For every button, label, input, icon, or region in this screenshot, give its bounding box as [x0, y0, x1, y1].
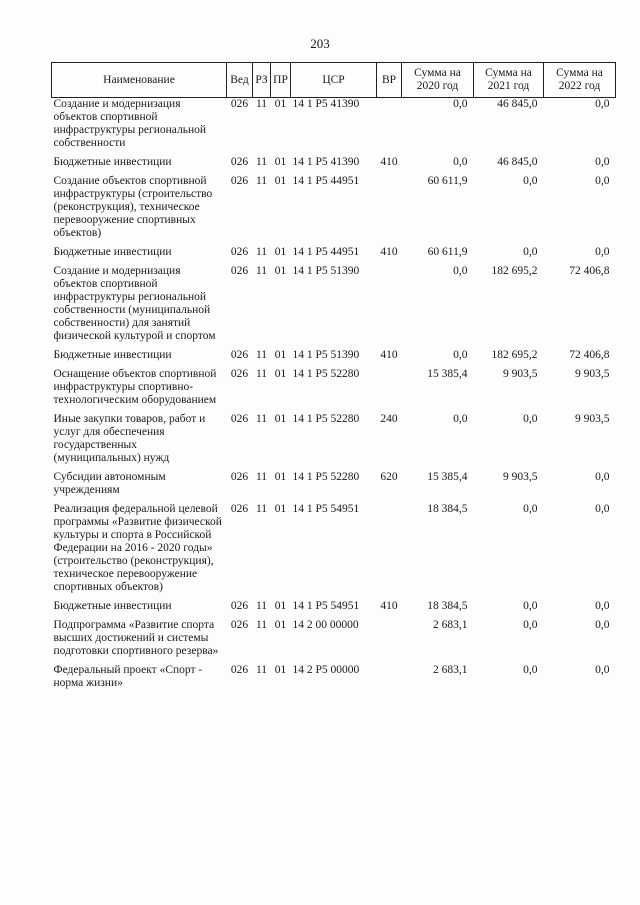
- cell-ved: 026: [230, 413, 249, 425]
- cell-ved: 026: [230, 175, 249, 187]
- cell-sum-2022: 0,0: [595, 600, 610, 612]
- cell-pr: 01: [274, 156, 287, 168]
- table-row: [52, 368, 616, 413]
- table-row: [52, 471, 616, 503]
- cell-sum-2021: 0,0: [523, 664, 538, 676]
- table-row: [52, 265, 616, 349]
- cell-sum-2022: 9 903,5: [575, 413, 610, 425]
- cell-vr: [377, 619, 402, 664]
- cell-sum-2021: 0,0: [523, 175, 538, 187]
- cell-pr: 01: [274, 471, 287, 483]
- cell-csr: 14 1 P5 52280: [292, 471, 360, 483]
- table-row: [52, 349, 616, 368]
- cell-csr: 14 1 P5 54951: [292, 600, 360, 612]
- header-pr: ПР: [271, 63, 291, 98]
- cell-csr: 14 2 P5 00000: [292, 664, 360, 676]
- cell-pr: 01: [274, 619, 287, 631]
- header-ved: Вед: [227, 63, 253, 98]
- cell-sum-2021: 9 903,5: [503, 368, 538, 380]
- cell-ved: 026: [230, 503, 249, 515]
- cell-vr: [377, 664, 402, 696]
- header-csr: ЦСР: [291, 63, 377, 98]
- cell-csr: 14 1 P5 44951: [292, 175, 360, 187]
- cell-ved: 026: [230, 664, 249, 676]
- cell-ved: 026: [230, 471, 249, 483]
- cell-sum-2021: 182 695,2: [491, 349, 538, 361]
- cell-csr: 14 1 P5 41390: [292, 98, 360, 110]
- cell-rz: 11: [255, 175, 268, 187]
- cell-name: Бюджетные инвестиции: [53, 246, 172, 258]
- cell-sum-2021: 0,0: [523, 503, 538, 515]
- cell-csr: 14 1 P5 44951: [292, 246, 360, 258]
- cell-vr: 240: [380, 413, 398, 425]
- cell-pr: 01: [274, 413, 287, 425]
- cell-rz: 11: [255, 265, 268, 277]
- cell-sum-2020: 0,0: [453, 98, 468, 110]
- cell-csr: 14 1 P5 51390: [292, 265, 360, 277]
- table-row: [52, 619, 616, 664]
- cell-sum-2022: 0,0: [595, 619, 610, 631]
- header-name: Наименование: [52, 63, 227, 98]
- cell-sum-2020: 60 611,9: [427, 175, 468, 187]
- cell-name: Федеральный проект «Спорт - норма жизни»: [53, 664, 203, 689]
- cell-sum-2022: 0,0: [595, 471, 610, 483]
- cell-sum-2021: 46 845,0: [497, 156, 538, 168]
- cell-rz: 11: [255, 600, 268, 612]
- cell-vr: 410: [380, 349, 398, 361]
- cell-sum-2020: 0,0: [453, 265, 468, 277]
- header-sum-2021: Сумма на 2021 год: [474, 63, 544, 98]
- cell-sum-2021: 0,0: [523, 413, 538, 425]
- cell-csr: 14 2 00 00000: [292, 619, 359, 631]
- table-row: [52, 175, 616, 246]
- cell-name: Иные закупки товаров, работ и услуг для обеспечения государственных (муниципальных) нужд: [53, 413, 206, 464]
- cell-sum-2021: 0,0: [523, 600, 538, 612]
- cell-rz: 11: [255, 503, 268, 515]
- cell-name: Подпрограмма «Развитие спорта высших достижений и системы подготовки спортивного резерва»: [53, 619, 219, 657]
- cell-sum-2020: 2 683,1: [433, 619, 468, 631]
- cell-name: Бюджетные инвестиции: [53, 349, 172, 361]
- cell-sum-2022: 0,0: [595, 664, 610, 676]
- cell-sum-2020: 60 611,9: [427, 246, 468, 258]
- cell-sum-2022: 9 903,5: [575, 368, 610, 380]
- cell-pr: 01: [274, 265, 287, 277]
- cell-sum-2022: 72 406,8: [569, 265, 610, 277]
- cell-sum-2020: 18 384,5: [427, 503, 468, 515]
- cell-sum-2021: 0,0: [523, 619, 538, 631]
- cell-pr: 01: [274, 368, 287, 380]
- cell-pr: 01: [274, 349, 287, 361]
- cell-pr: 01: [274, 503, 287, 515]
- table-row: [52, 503, 616, 600]
- cell-rz: 11: [255, 246, 268, 258]
- cell-ved: 026: [230, 368, 249, 380]
- cell-pr: 01: [274, 600, 287, 612]
- header-rz: РЗ: [253, 63, 271, 98]
- cell-ved: 026: [230, 265, 249, 277]
- cell-ved: 026: [230, 600, 249, 612]
- cell-rz: 11: [255, 413, 268, 425]
- cell-csr: 14 1 P5 41390: [292, 156, 360, 168]
- cell-name: Создание и модернизация объектов спортивной инфраструктуры региональной собственности: [53, 98, 207, 149]
- cell-csr: 14 1 P5 52280: [292, 368, 360, 380]
- cell-sum-2020: 18 384,5: [427, 600, 468, 612]
- cell-vr: [377, 98, 402, 157]
- cell-vr: 410: [380, 600, 398, 612]
- cell-ved: 026: [230, 98, 249, 110]
- cell-rz: 11: [255, 349, 268, 361]
- cell-sum-2020: 15 385,4: [427, 471, 468, 483]
- cell-vr: 620: [380, 471, 398, 483]
- cell-sum-2020: 0,0: [453, 413, 468, 425]
- cell-rz: 11: [255, 98, 268, 110]
- cell-name: Субсидии автономным учреждениям: [53, 471, 166, 496]
- cell-sum-2021: 46 845,0: [497, 98, 538, 110]
- table-row: [52, 246, 616, 265]
- header-vr: ВР: [377, 63, 402, 98]
- cell-sum-2020: 0,0: [453, 349, 468, 361]
- header-sum-2020: Сумма на 2020 год: [402, 63, 474, 98]
- table-row: [52, 98, 616, 157]
- cell-rz: 11: [255, 471, 268, 483]
- cell-rz: 11: [255, 156, 268, 168]
- cell-name: Бюджетные инвестиции: [53, 600, 172, 612]
- cell-vr: 410: [380, 246, 398, 258]
- cell-sum-2021: 182 695,2: [491, 265, 538, 277]
- cell-pr: 01: [274, 175, 287, 187]
- cell-sum-2020: 15 385,4: [427, 368, 468, 380]
- cell-csr: 14 1 P5 52280: [292, 413, 360, 425]
- cell-name: Реализация федеральной целевой программы «Развитие физической культуры и спорта в Российской Федерации на 2016 - 2020 годы» (строительство (реконструкция), техническое перевооружение спортивных объектов): [53, 503, 222, 593]
- cell-csr: 14 1 P5 54951: [292, 503, 360, 515]
- cell-vr: 410: [380, 156, 398, 168]
- cell-csr: 14 1 P5 51390: [292, 349, 360, 361]
- cell-sum-2022: 0,0: [595, 175, 610, 187]
- cell-sum-2021: 0,0: [523, 246, 538, 258]
- cell-name: Бюджетные инвестиции: [53, 156, 172, 168]
- cell-sum-2022: 0,0: [595, 503, 610, 515]
- cell-pr: 01: [274, 98, 287, 110]
- budget-table: [51, 62, 616, 696]
- table-row: [52, 600, 616, 619]
- cell-ved: 026: [230, 349, 249, 361]
- cell-pr: 01: [274, 246, 287, 258]
- cell-vr: [377, 368, 402, 413]
- cell-sum-2021: 9 903,5: [503, 471, 538, 483]
- cell-name: Оснащение объектов спортивной инфраструктуры спортивно-технологическим оборудованием: [53, 368, 217, 406]
- cell-name: Создание и модернизация объектов спортивной инфраструктуры региональной собственности (муниципальной собственности) для занятий физической культурой и спортом: [53, 265, 216, 342]
- table-row: [52, 664, 616, 696]
- cell-sum-2022: 0,0: [595, 246, 610, 258]
- cell-pr: 01: [274, 664, 287, 676]
- header-sum-2022: Сумма на 2022 год: [544, 63, 616, 98]
- cell-rz: 11: [255, 368, 268, 380]
- cell-name: Создание объектов спортивной инфраструктуры (строительство (реконструкция), техническое перевооружение спортивных объектов): [53, 175, 213, 239]
- cell-sum-2022: 0,0: [595, 98, 610, 110]
- page-number: 203: [310, 36, 330, 51]
- cell-rz: 11: [255, 664, 268, 676]
- cell-sum-2022: 72 406,8: [569, 349, 610, 361]
- table-body: [52, 98, 616, 697]
- table-header-row: [52, 63, 616, 98]
- cell-sum-2022: 0,0: [595, 156, 610, 168]
- cell-ved: 026: [230, 246, 249, 258]
- table-row: [52, 413, 616, 471]
- table-row: [52, 156, 616, 175]
- cell-ved: 026: [230, 619, 249, 631]
- cell-vr: [377, 265, 402, 349]
- cell-ved: 026: [230, 156, 249, 168]
- cell-sum-2020: 2 683,1: [433, 664, 468, 676]
- cell-rz: 11: [255, 619, 268, 631]
- cell-sum-2020: 0,0: [453, 156, 468, 168]
- cell-vr: [377, 503, 402, 600]
- cell-vr: [377, 175, 402, 246]
